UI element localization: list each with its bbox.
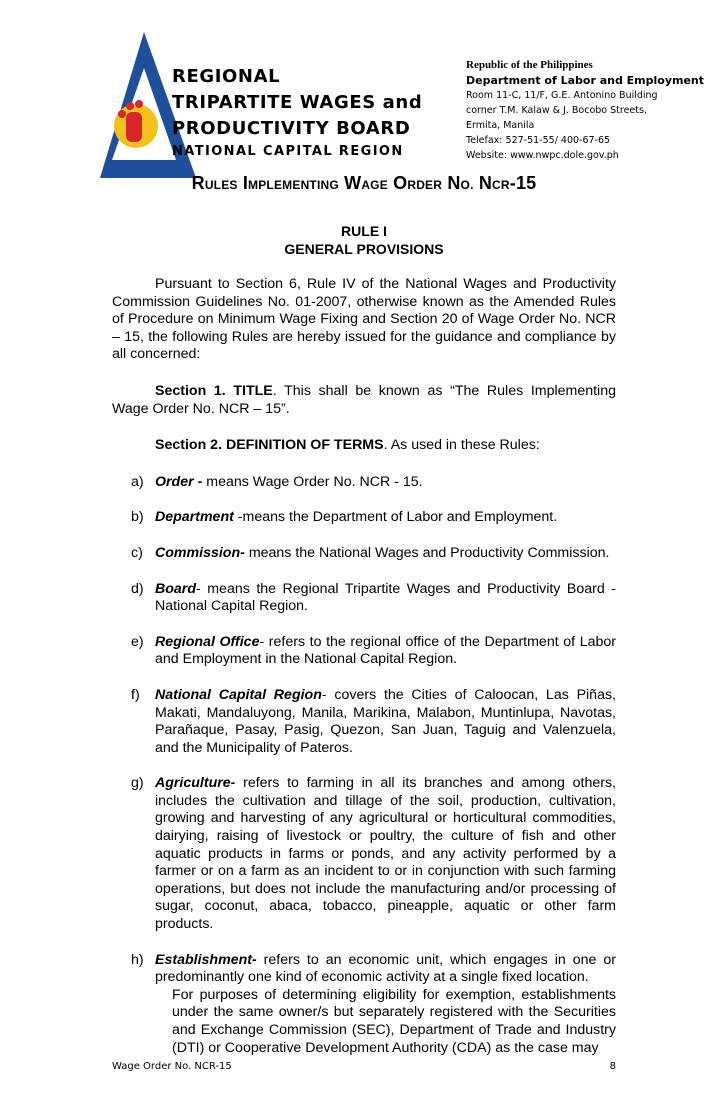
rule-heading [0, 222, 728, 258]
definition-term: National Capital Region [155, 686, 322, 703]
org-line-2: TRIPARTITE WAGES and [172, 92, 423, 113]
definition-subtext: For purposes of determining eligibility for exemption, establishments under the same owner/s but separately registered with the Securities and Exchange Commission (SEC), Department of Trade and Industry (DTI) or Cooperative Development Authority (CDA) as the case may [172, 986, 616, 1056]
definition-text: - refers to the regional office of the Department of Labor and Employment in the National Capital Region. [155, 633, 616, 668]
rule-title: GENERAL PROVISIONS [284, 241, 444, 257]
definition-text: - covers the Cities of Caloocan, Las Piñas, Makati, Mandaluyong, Manila, Marikina, Malabon, Muntinlupa, Navotas, Parañaque, Pasay, Pasig, Quezon, San Juan, Taguig and Valenzuela, and the Municipality of Pateros. [155, 686, 617, 756]
definition-term: Agriculture- [155, 775, 236, 792]
definition-term: Board [155, 580, 196, 597]
definition-text: means the National Wages and Productivity Commission. [244, 544, 610, 561]
section-1-text: . This shall be known as “The Rules Implementing Wage Order No. NCR – 15”. [112, 382, 616, 417]
definition-term: Department [155, 509, 234, 526]
definition-item [112, 775, 616, 933]
definition-term: Order - [155, 473, 203, 490]
document-title [0, 173, 728, 194]
section-2-text: . As used in these Rules: [383, 437, 540, 454]
definition-item [112, 474, 616, 492]
contact-block [466, 58, 704, 163]
organization-name [172, 64, 422, 159]
document-body [112, 276, 616, 1075]
page-footer [112, 1061, 616, 1072]
org-line-1: REGIONAL [172, 66, 281, 87]
definitions-list [112, 474, 616, 1057]
definition-item [112, 545, 616, 563]
definition-item [112, 634, 616, 669]
section-2-label: Section 2. DEFINITION OF TERMS [155, 437, 384, 454]
definition-item [112, 581, 616, 616]
definition-item [112, 509, 616, 527]
definition-marker: e) [131, 633, 144, 650]
definition-marker: a) [131, 473, 144, 490]
definition-text: refers to farming in all its branches and among others, includes the cultivation and tillage of the soil, production, cultivation, growing and harvesting of any agricultural or horticultural commodities, dairying, raising of livestock or poultry, the culture of fish and other aquatic products in farms or ponds, and any activity performed by a farmer or on a farm as an incident to or in conjunction with such farming operations, but does not include the manufacturing and/or processing of sugar, coconut, abaca, tobacco, pineapple, aquatic or other farm products. [155, 775, 616, 933]
intro-paragraph: Pursuant to Section 6, Rule IV of the National Wages and Productivity Commission Guidelines No. 01-2007, otherwise known as the Amended Rules of Procedure on Minimum Wage Fixing and Section 20 of Wage Order No. NCR – 15, the following Rules are hereby issued for the guidance and compliance by all concerned: [112, 276, 616, 363]
contact-address-2: corner T.M. Kalaw & J. Bocobo Streets, [466, 105, 647, 116]
section-2 [155, 437, 616, 455]
definition-item [112, 952, 616, 1058]
definition-marker: b) [131, 509, 144, 526]
definition-marker: c) [131, 544, 143, 561]
contact-telefax: Telefax: 527-51-55/ 400-67-65 [466, 135, 611, 146]
definition-item [112, 687, 616, 757]
contact-address-3: Ermita, Manila [466, 120, 535, 131]
definition-text: refers to an economic unit, which engages in one or predominantly one kind of economic activity at a single fixed location. [155, 951, 616, 986]
section-1 [112, 383, 616, 418]
definition-term: Commission- [155, 544, 245, 561]
definition-term: Establishment- [155, 951, 257, 968]
section-1-label: Section 1. TITLE [155, 382, 273, 399]
definition-marker: g) [131, 775, 144, 792]
definition-marker: h) [131, 951, 144, 968]
contact-website: Website: www.nwpc.dole.gov.ph [466, 150, 619, 161]
definition-text: -means the Department of Labor and Employment. [233, 509, 558, 526]
contact-department: Department of Labor and Employment [466, 74, 705, 87]
contact-republic: Republic of the Philippines [466, 59, 593, 71]
document-title-text: RULES IMPLEMENTING WAGE ORDER NO. NCR-15 [191, 173, 537, 193]
definition-term: Regional Office [155, 633, 260, 650]
definition-text: - means the Regional Tripartite Wages and Productivity Board - National Capital Region. [155, 580, 616, 615]
org-region: NATIONAL CAPITAL REGION [172, 144, 404, 159]
definition-marker: f) [131, 686, 140, 703]
contact-address-1: Room 11-C, 11/F, G.E. Antonino Building [466, 90, 658, 101]
definition-text: means Wage Order No. NCR - 15. [202, 473, 423, 490]
definition-marker: d) [131, 580, 144, 597]
footer-document-name: Wage Order No. NCR-15 [112, 1061, 232, 1072]
rule-number: RULE I [341, 223, 387, 239]
page-number: 8 [609, 1061, 616, 1072]
org-line-3: PRODUCTIVITY BOARD [172, 118, 411, 139]
